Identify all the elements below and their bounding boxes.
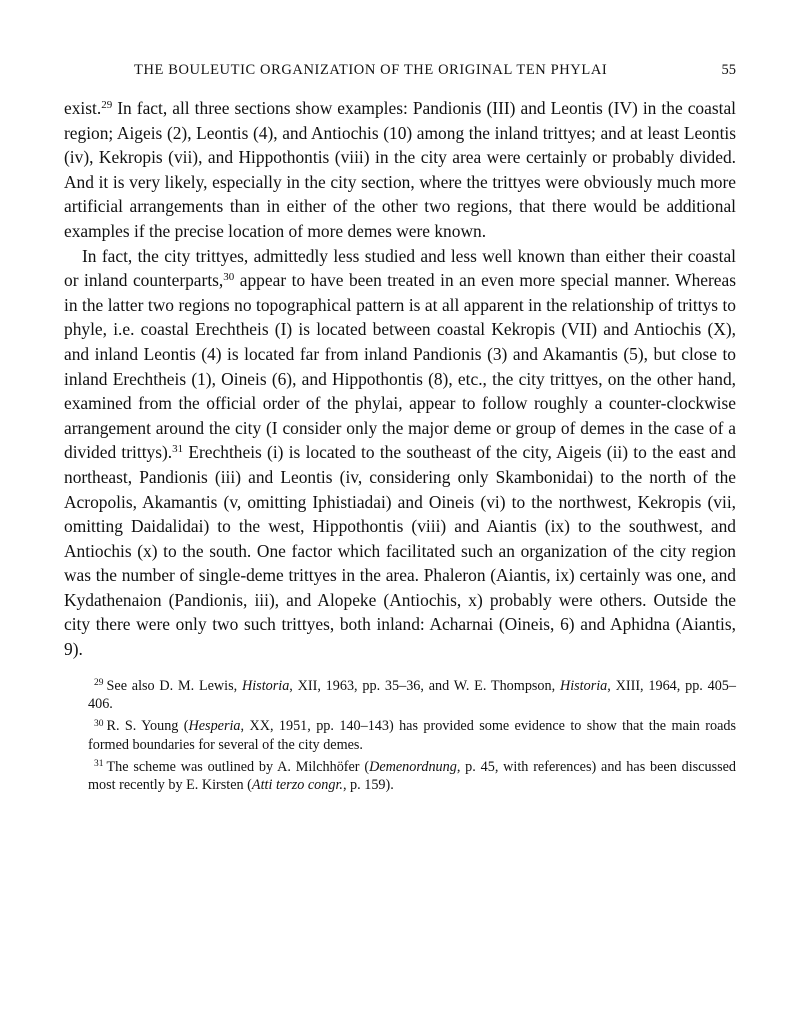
running-head — [64, 62, 736, 84]
footnote-ref-31[interactable]: 31 — [172, 443, 184, 456]
footnote-number: 30 — [94, 718, 104, 729]
footnote-text: The scheme was outlined by A. Milchhöfer ( — [106, 758, 370, 775]
footnote-book-title: Demenordnung — [369, 758, 457, 775]
footnote-number: 29 — [94, 678, 104, 689]
footnote-book-title: Atti terzo congr. — [251, 777, 343, 794]
footnote-text: , p. 159). — [342, 777, 394, 794]
footnote-journal-title: Hesperia — [188, 718, 241, 735]
footnote-text: , XX, 1951, pp. 140–143) has provided some evidence to show that the main roads formed boundaries for several of the city demes. — [88, 718, 736, 753]
footnote-ref-30[interactable]: 30 — [223, 271, 235, 284]
footnote-31 — [88, 758, 736, 794]
footnote-text: , XIII, 1964, pp. 405–406. — [88, 678, 736, 713]
page-number: 55 — [721, 62, 736, 78]
footnote-ref-29[interactable]: 29 — [101, 98, 113, 111]
body-text — [64, 96, 736, 662]
footnote-29 — [88, 677, 736, 713]
footnote-30 — [88, 717, 736, 753]
footnote-text: , XII, 1963, pp. 35–36, and W. E. Thompson, — [289, 678, 560, 694]
footnote-text: See also D. M. Lewis, — [106, 678, 242, 694]
paragraph-2-text-a: In fact, the city trittyes, admittedly less studied and less well known than either their coastal or inland counterparts, — [64, 245, 736, 291]
paragraph-2-text-b: appear to have been treated in an even more special manner. Whereas in the latter two regions no topographical pattern is at all apparent in the relationship of trittys to phyle, i.e. coastal Erechtheis (I) is located between coastal Kekropis (VII) and Antiochis (X), and inland Leontis (4) is located far from inland Pandionis (3) and Akamantis (5), but close to inland Erechtheis (1), Oineis (6), and Hippothontis (8), etc., the city trittyes, on the other hand, examined from the official order of the phylai, appear to follow roughly a counter-clockwise arrangement around the city (I consider only the major deme or group of demes in the case of a divided trittys). — [64, 270, 736, 463]
paragraph-1 — [64, 96, 736, 244]
paragraph-2 — [64, 244, 736, 662]
footnote-text: R. S. Young ( — [106, 718, 189, 735]
footnote-number: 31 — [94, 759, 104, 770]
footnote-text: , p. 45, with references) and has been discussed most recently by E. Kirsten ( — [88, 758, 737, 794]
paragraph-1-text-b: In fact, all three sections show examples: Pandionis (III) and Leontis (IV) in the coastal region; Aigeis (2), Leontis (4), and Antiochis (10) among the inland trittyes; and at least Leontis (iv), Kekropis (vii), and Hippothontis (viii) in the city area were certainly or probably divided. And it is very likely, especially in the city section, where the trittyes were obviously much more artificial arrangements than in either of the other two regions, that there would be additional examples if the precise location of more demes were known. — [64, 98, 736, 241]
footnotes — [88, 677, 736, 798]
footnote-journal-title: Historia — [241, 678, 290, 694]
running-title: THE BOULEUTIC ORGANIZATION OF THE ORIGINAL TEN PHYLAI — [134, 62, 608, 78]
footnote-journal-title: Historia — [559, 678, 608, 694]
paragraph-1-text-a: exist. — [64, 98, 102, 118]
paragraph-2-text-c: Erechtheis (i) is located to the southeast of the city, Aigeis (ii) to the east and northeast, Pandionis (iii) and Leontis (iv, considering only Skambonidai) to the north of the Acropolis, Akamantis (v, omitting Iphistiadai) and Oineis (vi) to the northwest, Kekropis (vii, omitting Daidalidai) to the west, Hippothontis (viii) and Aiantis (ix) to the southwest, and Antiochis (x) to the south. One factor which facilitated such an organization of the city region was the number of single-deme trittyes in the area. Phaleron (Aiantis, ix) certainly was one, and Kydathenaion (Pandionis, iii), and Alopeke (Antiochis, x) probably were others. Outside the city there were only two such trittyes, both inland: Acharnai (Oineis, 6) and Aphidna (Aiantis, 9). — [64, 442, 736, 660]
